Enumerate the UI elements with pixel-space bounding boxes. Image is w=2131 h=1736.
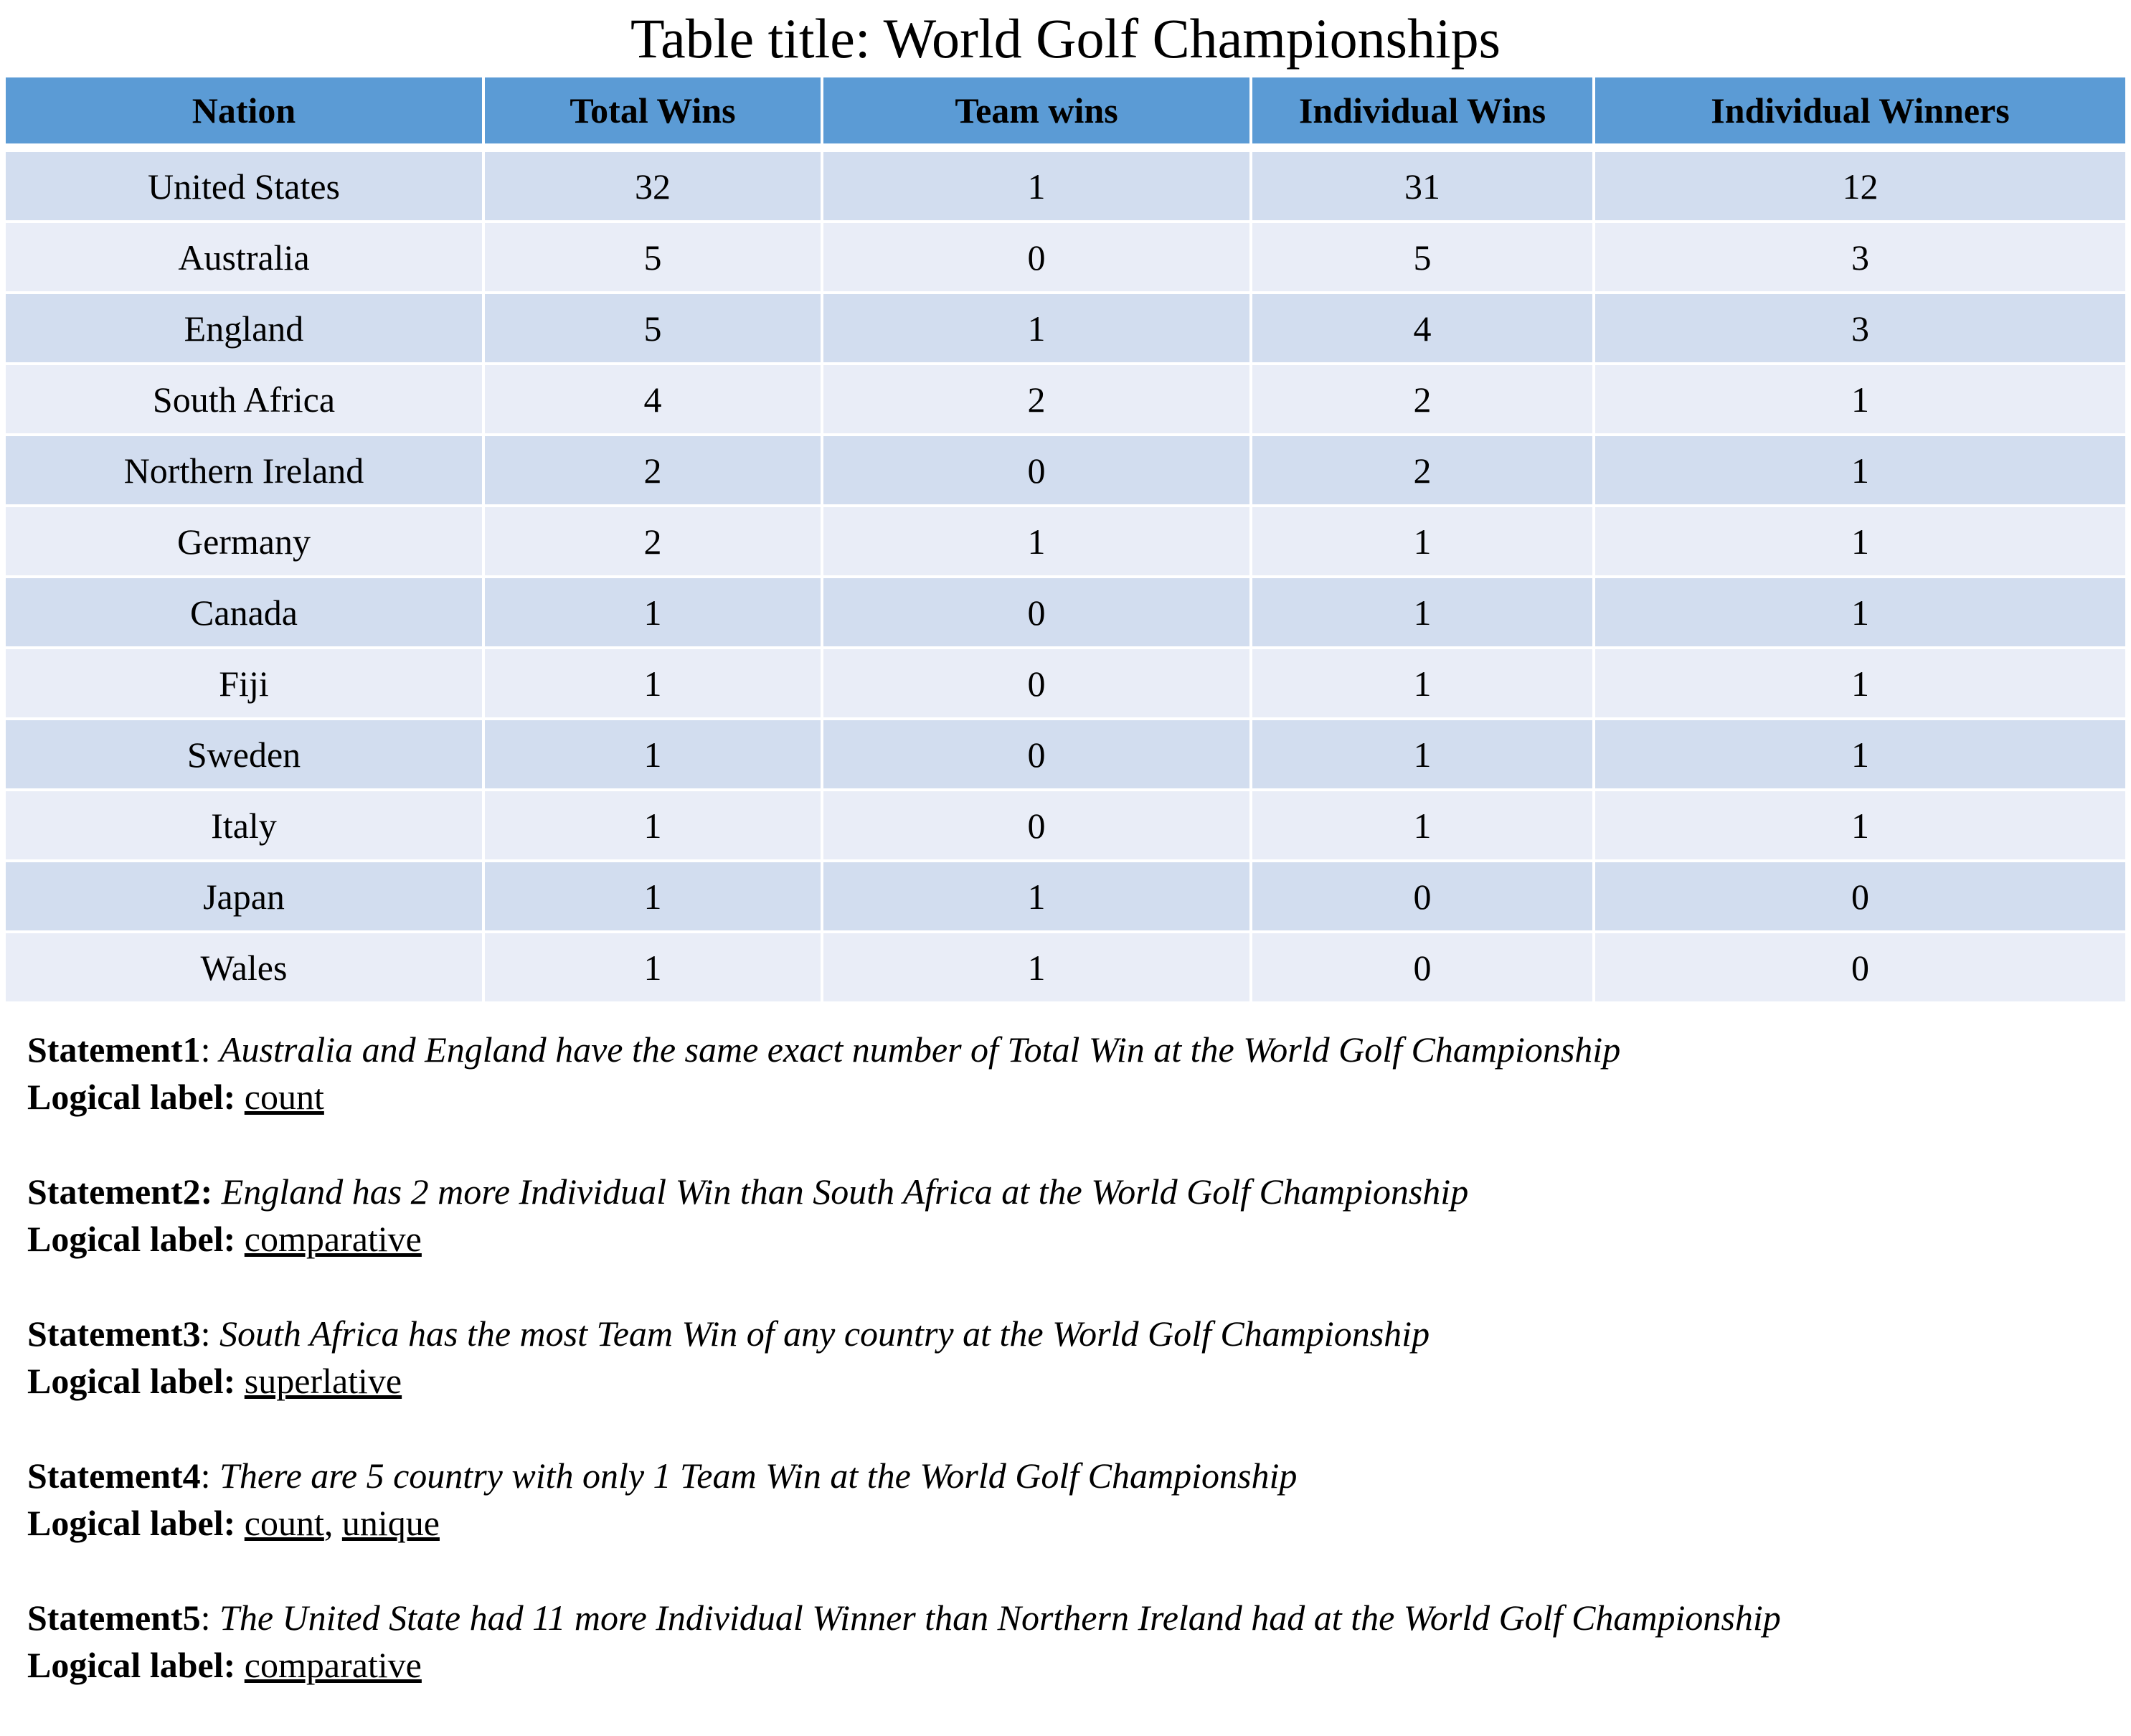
- team-wins-cell: 1: [823, 862, 1252, 933]
- individual-winners-cell: 0: [1595, 933, 2125, 1004]
- team-wins-cell: 2: [823, 365, 1252, 436]
- individual-winners-cell: 12: [1595, 152, 2125, 223]
- individual-winners-cell: 3: [1595, 223, 2125, 294]
- nation-cell: Wales: [6, 933, 485, 1004]
- logical-label-value: superlative: [244, 1361, 402, 1401]
- statement-text: Australia and England have the same exact number of Total Win at the World Golf Championship: [219, 1029, 1621, 1070]
- statement-text: The United State had 11 more Individual Winner than Northern Ireland had at the World Golf Championship: [219, 1598, 1781, 1638]
- nation-cell: Japan: [6, 862, 485, 933]
- logical-label-value: unique: [341, 1503, 440, 1543]
- nation-cell: England: [6, 294, 485, 365]
- team-wins-cell: 0: [823, 649, 1252, 720]
- table-row: [6, 862, 2125, 933]
- nation-cell: South Africa: [6, 365, 485, 436]
- total-wins-cell: 1: [485, 933, 823, 1004]
- table-row: [6, 649, 2125, 720]
- team-wins-cell: 0: [823, 223, 1252, 294]
- total-wins-cell: 2: [485, 507, 823, 578]
- statement-text: South Africa has the most Team Win of any country at the World Golf Championship: [219, 1313, 1430, 1354]
- team-wins-cell: 1: [823, 294, 1252, 365]
- statement-block: [27, 1452, 2107, 1547]
- statement-line: [27, 1594, 2107, 1641]
- nation-cell: United States: [6, 152, 485, 223]
- logical-label-line: [27, 1641, 2107, 1689]
- logical-label-value: count: [244, 1077, 324, 1117]
- statement-colon: :: [200, 1313, 211, 1354]
- individual-wins-cell: 4: [1252, 294, 1595, 365]
- individual-winners-cell: 1: [1595, 791, 2125, 862]
- individual-winners-cell: 1: [1595, 720, 2125, 791]
- individual-wins-cell: 0: [1252, 862, 1595, 933]
- total-wins-cell: 32: [485, 152, 823, 223]
- statement-block: [27, 1168, 2107, 1263]
- individual-winners-cell: 3: [1595, 294, 2125, 365]
- individual-wins-cell: 31: [1252, 152, 1595, 223]
- total-wins-cell: 1: [485, 862, 823, 933]
- individual-winners-cell: 1: [1595, 578, 2125, 649]
- individual-wins-cell: 1: [1252, 649, 1595, 720]
- page-title: Table title: World Golf Championships: [630, 7, 1501, 70]
- statement-line: [27, 1168, 2107, 1215]
- individual-winners-cell: 1: [1595, 507, 2125, 578]
- nation-cell: Canada: [6, 578, 485, 649]
- statement-block: [27, 1594, 2107, 1689]
- header-individual-wins: Individual Wins: [1252, 77, 1595, 152]
- nation-cell: Northern Ireland: [6, 436, 485, 507]
- individual-wins-cell: 0: [1252, 933, 1595, 1004]
- team-wins-cell: 0: [823, 436, 1252, 507]
- statement-line: [27, 1310, 2107, 1357]
- table-row: [6, 294, 2125, 365]
- team-wins-cell: 1: [823, 152, 1252, 223]
- individual-winners-cell: 1: [1595, 436, 2125, 507]
- statement-key: Statement5: [27, 1598, 201, 1638]
- individual-wins-cell: 1: [1252, 720, 1595, 791]
- statement-text: England has 2 more Individual Win than South Africa at the World Golf Championship: [221, 1171, 1469, 1212]
- individual-winners-cell: 0: [1595, 862, 2125, 933]
- statement-text: There are 5 country with only 1 Team Win at the World Golf Championship: [219, 1456, 1298, 1496]
- nation-cell: Italy: [6, 791, 485, 862]
- team-wins-cell: 1: [823, 507, 1252, 578]
- logical-label-key: Logical label:: [27, 1219, 236, 1259]
- individual-wins-cell: 2: [1252, 436, 1595, 507]
- total-wins-cell: 5: [485, 223, 823, 294]
- statement-colon: :: [200, 1598, 211, 1638]
- statement-line: [27, 1452, 2107, 1499]
- table-row: [6, 436, 2125, 507]
- nation-cell: Germany: [6, 507, 485, 578]
- total-wins-cell: 4: [485, 365, 823, 436]
- team-wins-cell: 0: [823, 791, 1252, 862]
- individual-winners-cell: 1: [1595, 365, 2125, 436]
- table-row: [6, 933, 2125, 1004]
- team-wins-cell: 1: [823, 933, 1252, 1004]
- logical-label-line: [27, 1215, 2107, 1263]
- individual-wins-cell: 1: [1252, 791, 1595, 862]
- logical-label-key: Logical label:: [27, 1077, 236, 1117]
- logical-label-key: Logical label:: [27, 1361, 236, 1401]
- nation-cell: Australia: [6, 223, 485, 294]
- logical-label-key: Logical label:: [27, 1503, 236, 1543]
- nation-cell: Fiji: [6, 649, 485, 720]
- logical-label-value: comparative: [244, 1219, 422, 1259]
- header-individual-winners: Individual Winners: [1595, 77, 2125, 152]
- total-wins-cell: 5: [485, 294, 823, 365]
- logical-label-value: comparative: [244, 1645, 422, 1685]
- header-total-wins: Total Wins: [485, 77, 823, 152]
- statement-block: [27, 1310, 2107, 1405]
- logical-label-value: count: [244, 1503, 324, 1543]
- statement-key: Statement1: [27, 1029, 201, 1070]
- team-wins-cell: 0: [823, 720, 1252, 791]
- table-row: [6, 791, 2125, 862]
- header-nation: Nation: [6, 77, 485, 152]
- table-row: [6, 578, 2125, 649]
- total-wins-cell: 1: [485, 720, 823, 791]
- statement-key: Statement2:: [27, 1171, 213, 1212]
- logical-label-line: [27, 1357, 2107, 1405]
- individual-wins-cell: 1: [1252, 578, 1595, 649]
- individual-wins-cell: 1: [1252, 507, 1595, 578]
- individual-wins-cell: 5: [1252, 223, 1595, 294]
- table-header-row: [6, 77, 2125, 152]
- statement-block: [27, 1026, 2107, 1121]
- individual-wins-cell: 2: [1252, 365, 1595, 436]
- logical-label-line: Logical label: count, unique: [27, 1503, 440, 1543]
- statement-colon: :: [200, 1456, 211, 1496]
- table-row: [6, 365, 2125, 436]
- championship-table: [6, 77, 2125, 1004]
- team-wins-cell: 0: [823, 578, 1252, 649]
- statements-section: [27, 1026, 2107, 1736]
- total-wins-cell: 2: [485, 436, 823, 507]
- statement-key: Statement4: [27, 1456, 201, 1496]
- table-row: [6, 223, 2125, 294]
- table-row: [6, 507, 2125, 578]
- statement-colon: :: [200, 1029, 211, 1070]
- statement-key: Statement3: [27, 1313, 201, 1354]
- total-wins-cell: 1: [485, 649, 823, 720]
- table-body: [6, 152, 2125, 1004]
- total-wins-cell: 1: [485, 578, 823, 649]
- header-team-wins: Team wins: [823, 77, 1252, 152]
- table-row: [6, 152, 2125, 223]
- logical-label-line: [27, 1073, 2107, 1121]
- logical-label-key: Logical label:: [27, 1645, 236, 1685]
- total-wins-cell: 1: [485, 791, 823, 862]
- table-row: [6, 720, 2125, 791]
- nation-cell: Sweden: [6, 720, 485, 791]
- individual-winners-cell: 1: [1595, 649, 2125, 720]
- statement-line: [27, 1026, 2107, 1073]
